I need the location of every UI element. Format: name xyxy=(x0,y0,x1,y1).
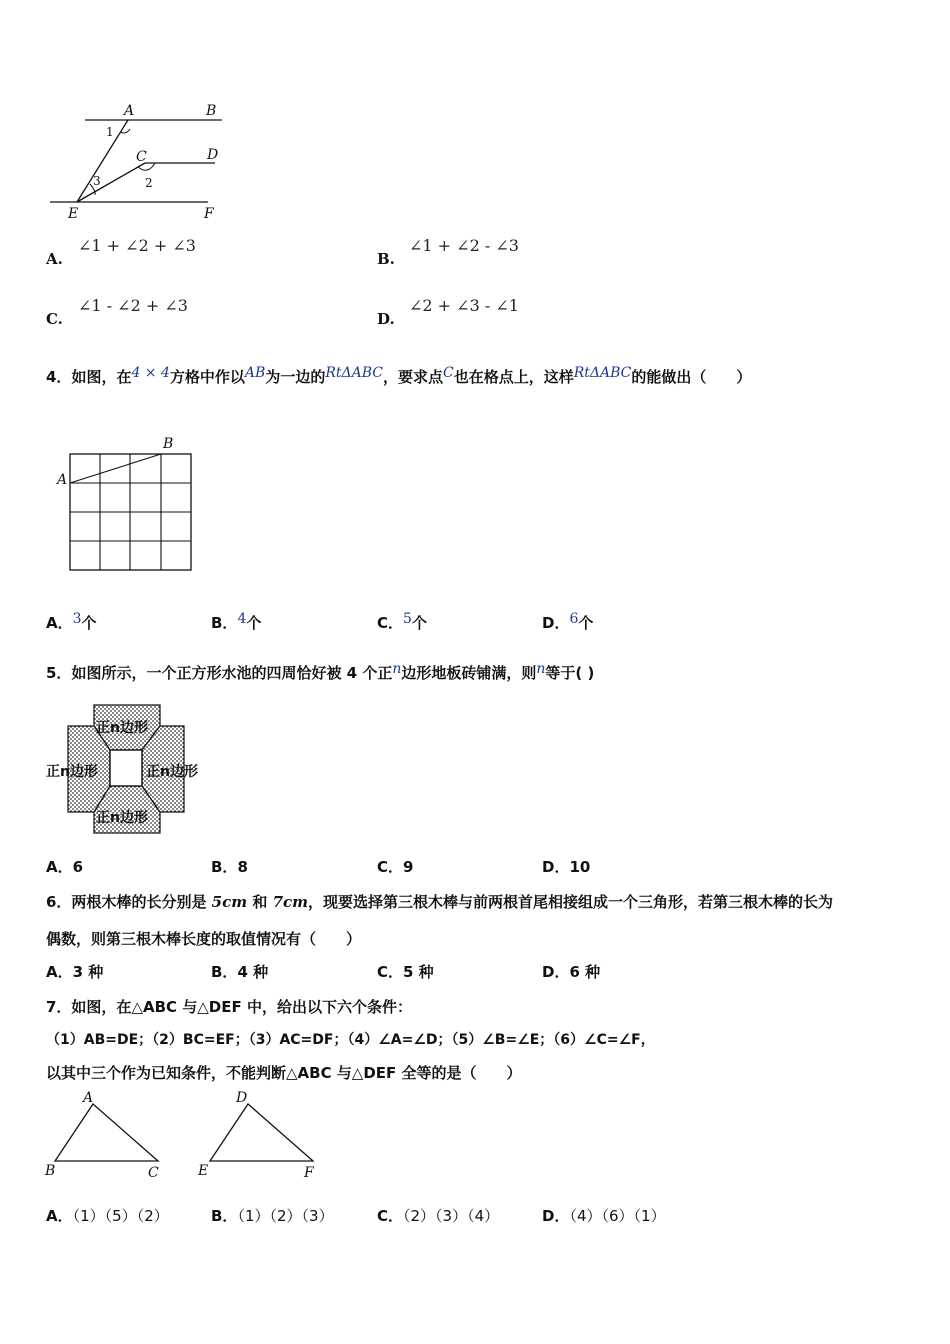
q3-option-a[interactable] xyxy=(46,236,346,268)
q6-option-d[interactable] xyxy=(542,961,600,982)
q4-option-letter: D． xyxy=(542,614,570,632)
q4-text-part: 的能做出（ ） xyxy=(631,368,752,386)
q7-option-letter: C． xyxy=(377,1207,404,1225)
q4-label-B: B xyxy=(163,436,174,452)
q5-text-part: 等于( ) xyxy=(545,664,595,682)
q6-question-line1 xyxy=(46,891,833,912)
q3-angle-2: 2 xyxy=(145,176,153,190)
q3-label-E: E xyxy=(68,206,79,222)
q4-text-part: ，要求点 xyxy=(383,368,444,386)
q7-option-c[interactable] xyxy=(377,1205,499,1226)
q7-option-value: （4）（6）（1） xyxy=(569,1207,666,1225)
q4-option-number: 4 xyxy=(237,611,247,627)
q4-triangle: RtΔABC xyxy=(325,365,383,381)
q3-label-A: A xyxy=(124,103,135,119)
q6-text-part: 和 xyxy=(247,893,273,911)
q6-option-letter: B． xyxy=(211,963,238,981)
q4-option-letter: A． xyxy=(46,614,73,632)
q4-triangle: RtΔABC xyxy=(573,365,632,381)
q7-option-a[interactable] xyxy=(46,1205,169,1226)
q5-option-d[interactable] xyxy=(542,856,590,877)
q7-option-letter: A． xyxy=(46,1207,73,1225)
q6-text-part: 6．两根木棒的长分别是 xyxy=(46,893,212,911)
q4-option-number: 3 xyxy=(72,611,82,627)
q7-label-E: E xyxy=(198,1163,209,1179)
q3-option-letter: A. xyxy=(46,250,63,268)
q6-option-letter: D． xyxy=(542,963,570,981)
q3-option-expr: ∠2 + ∠3 - ∠1 xyxy=(409,296,519,315)
q7-label-D: D xyxy=(236,1090,248,1106)
q4-text-part: 方格中作以 xyxy=(169,368,245,386)
q3-option-letter: C. xyxy=(46,310,63,328)
q5-text-part: 如图所示，一个正方形水池的四周恰好被 4 个正 xyxy=(71,664,393,682)
q4-option-number: 6 xyxy=(569,611,579,627)
q5-option-letter: C． xyxy=(377,858,404,876)
q5-tile-label-left: 正n边形 xyxy=(46,764,98,780)
q5-option-value: 10 xyxy=(569,858,591,876)
q4-text-part: 如图，在 xyxy=(71,368,132,386)
q3-option-letter: D. xyxy=(377,310,395,328)
q4-option-d[interactable] xyxy=(542,612,593,633)
q5-option-a[interactable] xyxy=(46,856,83,877)
q5-option-c[interactable] xyxy=(377,856,413,877)
q6-option-a[interactable] xyxy=(46,961,103,982)
q5-var-n: n xyxy=(536,661,546,677)
q5-option-letter: D． xyxy=(542,858,570,876)
q4-label-A: A xyxy=(57,472,68,488)
q3-option-b[interactable] xyxy=(377,236,677,268)
q6-text-part: ，现要选择第三根木棒与前两根首尾相接组成一个三角形，若第三根木棒的长为 xyxy=(308,893,834,911)
q6-option-b[interactable] xyxy=(211,961,268,982)
q4-number: 4． xyxy=(46,368,72,386)
q6-option-value: 4 种 xyxy=(237,963,269,981)
q5-var-n: n xyxy=(392,661,402,677)
q3-option-expr: ∠1 + ∠2 + ∠3 xyxy=(78,236,196,255)
q3-option-letter: B. xyxy=(377,250,395,268)
q5-tiles-figure xyxy=(44,700,214,838)
q3-angle-3: 3 xyxy=(93,174,101,188)
q7-option-d[interactable] xyxy=(542,1205,666,1226)
q6-length-2: 7cm xyxy=(272,893,309,911)
q4-segment-ab: AB xyxy=(244,365,266,381)
q4-option-b[interactable] xyxy=(211,612,261,633)
q7-option-letter: D． xyxy=(542,1207,570,1225)
q5-option-value: 9 xyxy=(403,858,414,876)
q5-question-text xyxy=(46,662,594,683)
q7-option-value: （1）（2）（3） xyxy=(237,1207,334,1225)
q7-label-A: A xyxy=(83,1090,94,1106)
q7-option-value: （2）（3）（4） xyxy=(403,1207,500,1225)
q4-point-c: C xyxy=(443,365,454,381)
q7-question-line1: 7．如图，在△ABC 与△DEF 中，给出以下六个条件： xyxy=(46,998,412,1016)
q4-text-part: 也在格点上，这样 xyxy=(453,368,574,386)
q6-question-line2: 偶数，则第三根木棒长度的取值情况有（ ） xyxy=(46,930,362,948)
q4-option-letter: B． xyxy=(211,614,238,632)
q4-option-letter: C． xyxy=(377,614,404,632)
q3-figure xyxy=(40,95,240,225)
q4-option-a[interactable] xyxy=(46,612,97,633)
q3-option-c[interactable] xyxy=(46,296,346,328)
q6-option-c[interactable] xyxy=(377,961,434,982)
q4-grid-figure xyxy=(50,432,200,577)
q7-label-B: B xyxy=(45,1163,56,1179)
q5-option-value: 6 xyxy=(72,858,84,876)
q3-option-expr: ∠1 - ∠2 + ∠3 xyxy=(78,296,188,315)
q3-label-D: D xyxy=(207,147,219,163)
q4-option-unit: 个 xyxy=(578,614,594,632)
q6-option-letter: A． xyxy=(46,963,73,981)
q7-label-F: F xyxy=(304,1165,314,1181)
q3-option-expr: ∠1 + ∠2 - ∠3 xyxy=(409,236,519,255)
q4-text-part: 为一边的 xyxy=(265,368,326,386)
q4-option-unit: 个 xyxy=(81,614,97,632)
q4-option-c[interactable] xyxy=(377,612,427,633)
q5-option-letter: A． xyxy=(46,858,73,876)
q6-option-value: 3 种 xyxy=(72,963,104,981)
q4-grid-size: 4 × 4 xyxy=(131,365,170,381)
q3-angle-1: 1 xyxy=(106,125,114,139)
q5-tile-label-top: 正n边形 xyxy=(96,720,148,736)
q4-option-number: 5 xyxy=(403,611,412,627)
q5-option-value: 8 xyxy=(237,858,248,876)
q7-question-line3: 以其中三个作为已知条件，不能判断△ABC 与△DEF 全等的是（ ） xyxy=(46,1064,522,1082)
q5-option-b[interactable] xyxy=(211,856,248,877)
q7-triangles-figure xyxy=(40,1085,330,1185)
q6-option-value: 5 种 xyxy=(403,963,434,981)
q3-label-F: F xyxy=(204,206,214,222)
q7-label-C: C xyxy=(148,1165,159,1181)
q6-option-value: 6 种 xyxy=(569,963,601,981)
q4-question-text xyxy=(46,366,751,387)
q3-label-B: B xyxy=(206,103,217,119)
q5-option-letter: B． xyxy=(211,858,238,876)
q7-option-value: （1）（5）（2） xyxy=(72,1207,169,1225)
q5-tile-label-right: 正n边形 xyxy=(146,764,198,780)
q7-option-letter: B． xyxy=(211,1207,238,1225)
q6-option-letter: C． xyxy=(377,963,404,981)
q5-tile-label-bottom: 正n边形 xyxy=(96,810,148,826)
q4-option-unit: 个 xyxy=(246,614,262,632)
q6-length-1: 5cm xyxy=(211,893,248,911)
q4-option-unit: 个 xyxy=(411,614,427,632)
q5-text-part: 边形地板砖铺满，则 xyxy=(401,664,537,682)
q7-conditions: （1）AB=DE；（2）BC=EF；（3）AC=DF；（4）∠A=∠D；（5）∠B=∠E；（6）∠C=∠F， xyxy=(46,1032,655,1048)
q7-option-b[interactable] xyxy=(211,1205,334,1226)
q5-number: 5． xyxy=(46,664,72,682)
q3-option-d[interactable] xyxy=(377,296,677,328)
q3-label-C: C xyxy=(136,149,147,165)
